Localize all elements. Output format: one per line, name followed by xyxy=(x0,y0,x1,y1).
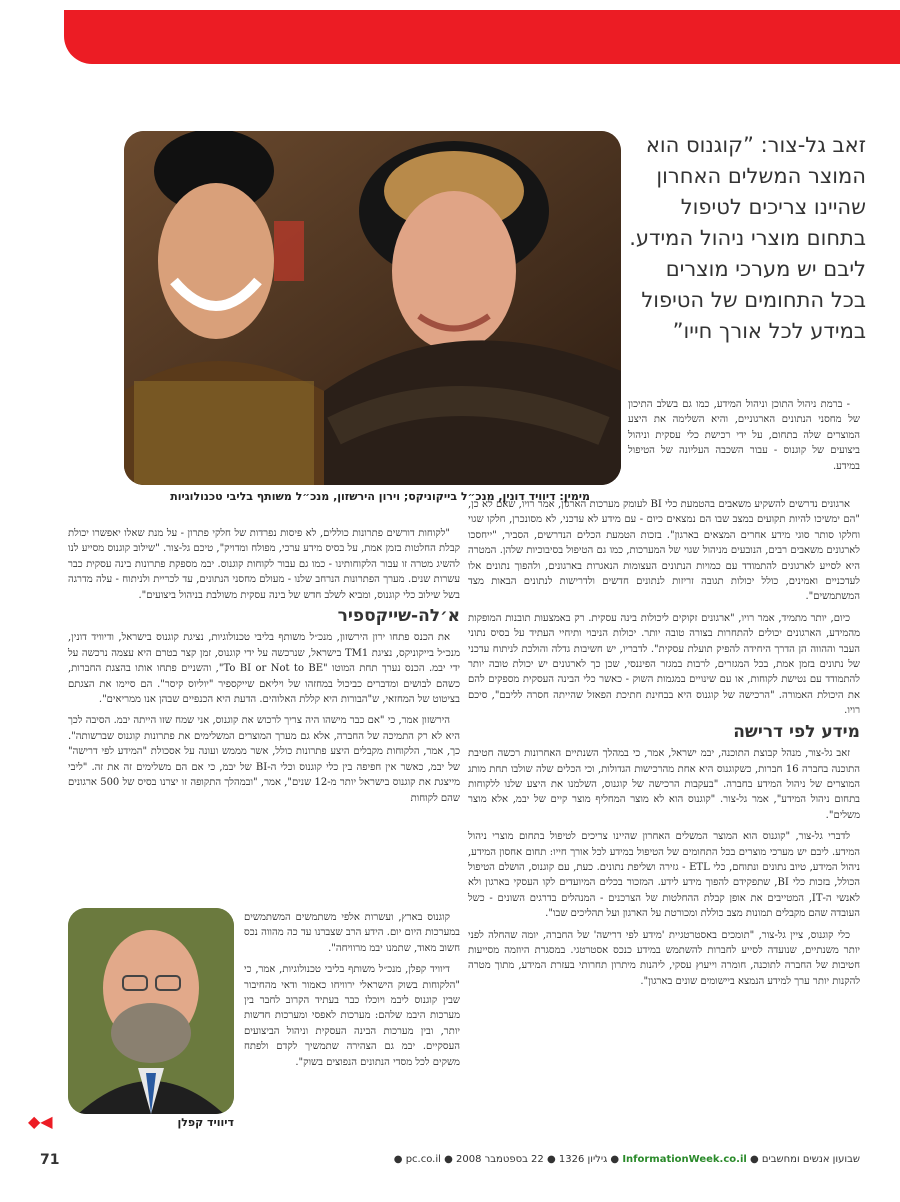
paragraph: ארגונים נדרשים להשקיע משאבים בהטמעת כלי BI לעומק מערכות הארגון, אמר רויו, שאם לא כן, "הם ימשיכו להיות תקועים במצב שבו הם נמצאים כיום - עם מידע לא עדכני, לא מסונכרן, חלקו שגוי וחלקו סותר סוגי מידע אחרים המצאים בארגון". בזכות הטמעת הכלים הנדרשים, הסביר, "ייחסכו לארגונים משאבים רבים, הנובעים מניהול שגוי של המערכות, כמו גם הטיפול בסיבוכיות שלהן. המטרה היא לסייע לארגונים להתמודד עם כמויות הנתונים העצומות הנאגרות בארגונים, ולהפוך נתונים אלו לעדכניים ואמינים, כולל יכולות תגובה זריזות לנתונים חדשים ולדרישות לנתונים הבאות מצד המשתמשים". xyxy=(468,499,860,603)
portrait-photo xyxy=(68,908,234,1114)
subheading: א׳לה-שייקספיר xyxy=(337,606,460,627)
subheading: מידע לפי דרישה xyxy=(733,721,860,742)
paragraph: - ברמת ניהול התוכן וניהול המידע, כמו גם בשלב התיכון של מחסני הנתונים הארגוניים, והיא השלימה את היצע המוצרים שלה בתחום, על ידי רכישת כלי עסקית וניהול ביצועים של קוגנוס - עבור השכבה העליונה של הטיפול במידע. xyxy=(628,399,860,472)
page-number: 71 xyxy=(40,1152,60,1168)
footer-issue: ● גיליון 1326 ● 22 בספטמבר 2008 ● pc.co.il ● xyxy=(393,1154,623,1165)
paragraph: דיוויד קפלן, מנכ״ל משותף בליבי טכנולוגיות, אמר, כי "הלקוחות בשוק הישראלי ירוויחו כאמור ודאי מהחיבור שבין קוגנוס ליבמ ויוכלו כבר בעתיד הקרוב לחבר בין מערכות היבמ שלהם: מערכות לאפסי ומערכות חדשות יותר, ובין מערכות הבינה העסקית וניהול הביצועים העסקיים. יבמ גם הצהירה שתמשיך לקדם ולפתח משקים לכל מסדי הנתונים הנפוצים בשוק". xyxy=(244,964,460,1068)
paragraph: "לקוחות דורשים פתרונות כוללים, לא פיסות נפרדות של חלקי פתרון - על מנת שאלו יאפשרו יכולת קבלת החלטות בזמן אמת, על בסיס מידע ערכי, מפולח ומדויק", טיכם גל-צור. "שילוב קוגנוס מסייע לנו להשיג מטרה זו עבור הלקוחותינו - כמו גם עבור לקוחות קוגנוס. יבמ מספקת פתרונות בינה עסקית כבר עשרות שנים. מערך הפתרונות הנרחב שלנו - מעולם מחסני הנתונים, עד לכריית ולניתוח - עלה מדרגה בשל שילוב כלי קוגנוס, ומביא לשלב חדש של בינה עסקית משולבת בניהול ביצועים". xyxy=(68,528,460,601)
top-banner xyxy=(64,10,900,64)
paragraph: הירשזון אמר, כי "אם כבר מישהו היה צריך לרכוש את קוגנוס, אני שמח שזו הייתה יבמ. הסיבה לכך היא לא רק התמיכה של החברה, אלא גם מערך המוצרים המשלימים את פתרונות קוגנוס שברשותה". כך, אמר, הלקוחות מקבלים היצע פתרונות כולל, אשר מממש ועונה על אסכולת "המידע לפי דרישה" של יבמ, כאשר אין חפיפה בין כלי קוגנוס וכלי ה-BI של יבמ, כי אם הם משלימים זה את זה. "ליבי מייצגת את קוגנוס בישראל יותר מ-12 שנים", אמר, "ובמהלך התקופה זו יצרנו בסיס של 500 ארגונים שהם לקוחות xyxy=(68,715,461,804)
footer-brand: InformationWeek.co.il xyxy=(622,1154,747,1165)
paragraph: כלי קוגנוס, ציין גל-צור, "תומכים באסטרטגיית 'מידע לפי דרישה' של החברה, יומה שהחלה לפני יותר משנתיים, שנועדה לסייע לחברות להשתמש במידע כנכס אסטרטגי. במסגרת היוזמה מסייעות חטיבות של החברה לתוכנה, חומרה וייעוץ עסקי, ליהנות מיתרון תחרותי בעזרת המידע, מתוך מטרה להקנות יותר ערך למידע הנמצא ביישומים שונים בארגון". xyxy=(468,929,860,987)
photo-caption: מימין: דיוויד דונין, מנכ״ל בייקוניקס; וירון הירשזון, מנכ״ל משותף בליבי טכנולוגיות xyxy=(170,490,590,503)
left-column-lower xyxy=(244,910,460,1076)
footer-publication: שבועון אנשים ומחשבים ● xyxy=(746,1154,860,1165)
paragraph: קוגנוס בארץ, ועשרות אלפי משתמשים המשתמשים במערכות היום יום. הידע הרב שצברנו עד כה מהווה נכס חשוב מאוד, שתמנו יבמ מרוויחה". xyxy=(244,912,460,954)
pull-quote: זאב גל-צור: ”קוגנוס הוא המוצר המשלים האחרון שהיינו צריכים לטיפול בתחום מוצרי ניהול המידע. ליבם יש מערכי מוצרים בכל התחומים של הטיפול במידע לכל אורך חייו” xyxy=(629,133,866,343)
continue-arrow-icon: ◆◀ xyxy=(28,1112,53,1131)
paragraph: זאב גל-צור, מנהל קבוצת התוכנה, יבמ ישראל, אמר, כי במהלך השנתיים האחרונות רכשה חטיבת התוכנה בחברה 16 חברות, כשקוגנוס היא אחת מהרכישות הגדולות, וכי הכלים שלה שולבו תחת מותג המוצרים של ניהול המידע בחברה. "בעקבות הרכישה של קוגנוס, השלמנו את היצע שלנו ללקוחות בתחום ניהול המידע", אמר גל-צור. "קוגנוס הוא לא מוצר המחליף מוצר קיים של יבמ, אלא מוצר משלים". xyxy=(468,748,860,821)
paragraph: את הכנס פתחו ירון הירשזון, מנכ״ל משותף בליבי טכנולוגיות, נציגת קוגנוס בישראל, ודיוויד דונין, מנכ״ל בייקוניקס, נציגת TM1 בישראל, שנרכשה על ידי קוגנוס, זמן קצר בטרם היא עצמה נרכשה על ידי יבמ. הכנס נערך תחת המוטו "To BI or Not to BE", והשניים פתחו אותו בהצגת החברות, כשהם לבושים ומדברים כביכול במחזהו של ויליאם שייקספיר "יוליוס קיסר". הם סיימו את הצגתם בציטוט של המחזאי, ש"הבורות היא קללת האלוהים. הדעת היא הכנפיים שבהן אנו ממריאים". xyxy=(68,632,461,706)
portrait-caption: דיוויד קפלן xyxy=(177,1116,234,1129)
right-column xyxy=(468,497,860,995)
paragraph: לדברי גל-צור, "קוגנוס הוא המוצר המשלים האחרון שהיינו צריכים לטיפול בתחום מוצרי ניהול המידע. ליבם יש מערכי מוצרים בכל התחומים של הטיפול במידע לכל אורך חייו: תחום אחסון המידע, ניהול המידע, טיוב נתונים ונתוחם, כלי ETL - גזירה ושליפת נתונים. כעת, עם קוגנוס, הושלם הטיפול הכולל, בזכות כלי BI, שתפקידם להפוך מידע לידע. המזכור בכלים המיועדים לקו העסקי בארגון ולא לאנשי ה-IT, המטייבים את אופן קבלת ההחלטות של הצרכנים - המנהלים בדרגים השונים - כשל העובדה שהם מקבלים תמונות מצב כוללת ומכורטת על הארגון ועל תהליכים שבו". xyxy=(468,831,861,920)
paragraph: כיום, יותר מתמיד, אמר רויו, "ארגונים זקוקים ליכולות בינה עסקית. רק באמצעות תובנות המופקות מהמידע, הארגונים יכולים להתחרות בצורה טובה יותר. יכולות הניבוי ותיחיי העתיד על בסיס נתוני העבר וההווה הן הדרך היחידה להפיק תועלת עסקית". לדבריו, יש חשיבות גדלה והולכת לניתוח עדכני של נתונים בזמן אמת, בכל המגזרים, לרבות במגזר הפיננסי, שכן כך לארגונים יש יכולת טובה יותר להתמודד עם נטישת לקוחות, או עם שינויים במגמות השוק - כאשר כלי הבינה העסקית מספקים להם את היכולת האמורה. "הרכישה של קוגנוס היא בבחינת חתיכת הפאזל שהייתה חסרה לליבם", סיכם רויו. xyxy=(468,612,860,717)
left-column xyxy=(68,526,460,812)
main-photo xyxy=(124,131,621,485)
footer-text xyxy=(394,1154,860,1165)
right-column-top xyxy=(628,397,860,480)
